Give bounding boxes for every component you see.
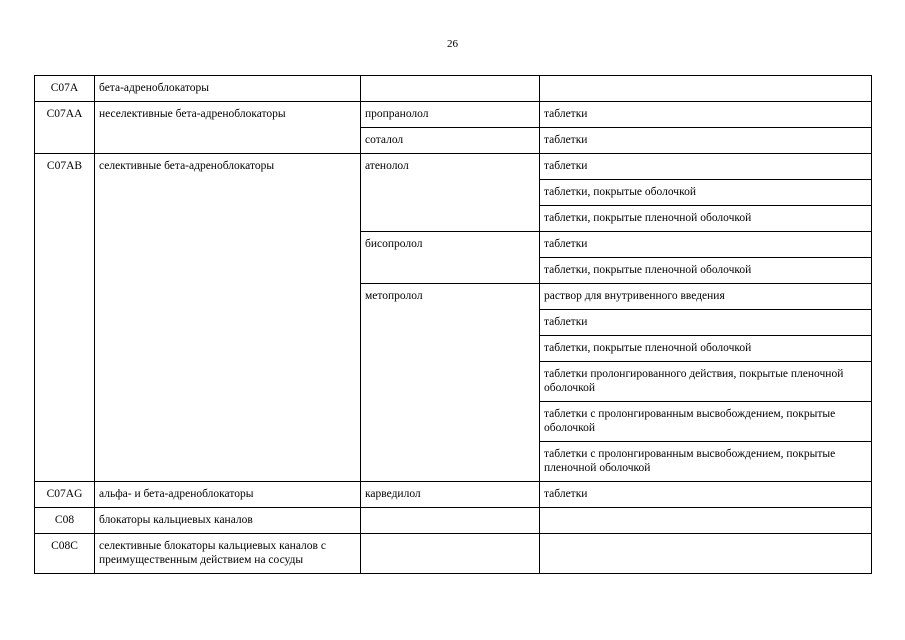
dosage-form-cell: таблетки — [540, 128, 872, 154]
drug-name-cell — [361, 508, 540, 534]
dosage-form-cell: таблетки, покрытые пленочной оболочкой — [540, 206, 872, 232]
dosage-form-cell: таблетки, покрытые пленочной оболочкой — [540, 336, 872, 362]
table-row — [35, 534, 872, 574]
dosage-form-cell: таблетки — [540, 154, 872, 180]
group-name-cell: селективные блокаторы кальциевых каналов с преимущественным действием на сосуды — [95, 534, 361, 574]
dosage-form-cell: раствор для внутривенного введения — [540, 284, 872, 310]
dosage-form-cell: таблетки пролонгированного действия, покрытые пленочной оболочкой — [540, 362, 872, 402]
atc-code-cell: C07AB — [35, 154, 95, 482]
dosage-form-cell: таблетки, покрытые пленочной оболочкой — [540, 258, 872, 284]
dosage-form-cell — [540, 76, 872, 102]
dosage-form-cell — [540, 508, 872, 534]
dosage-form-cell: таблетки — [540, 232, 872, 258]
atc-code-cell: C08 — [35, 508, 95, 534]
drug-name-cell: бисопролол — [361, 232, 540, 284]
drug-name-cell: метопролол — [361, 284, 540, 482]
dosage-form-cell: таблетки с пролонгированным высвобождением, покрытые оболочкой — [540, 402, 872, 442]
table-row — [35, 76, 872, 102]
atc-code-cell: C07AG — [35, 482, 95, 508]
dosage-form-cell: таблетки — [540, 310, 872, 336]
dosage-form-cell: таблетки — [540, 482, 872, 508]
atc-code-cell: C08C — [35, 534, 95, 574]
dosage-form-cell — [540, 534, 872, 574]
page-number: 26 — [447, 38, 458, 50]
dosage-form-cell: таблетки — [540, 102, 872, 128]
atc-code-cell: C07AA — [35, 102, 95, 154]
drug-name-cell: карведилол — [361, 482, 540, 508]
dosage-form-cell: таблетки, покрытые оболочкой — [540, 180, 872, 206]
atc-code-cell: C07A — [35, 76, 95, 102]
drug-name-cell — [361, 76, 540, 102]
table-row — [35, 508, 872, 534]
drug-name-cell: соталол — [361, 128, 540, 154]
drug-name-cell — [361, 534, 540, 574]
drug-name-cell: атенолол — [361, 154, 540, 232]
table-row — [35, 482, 872, 508]
drug-classification-table — [34, 75, 872, 574]
table-row — [35, 102, 872, 128]
dosage-form-cell: таблетки с пролонгированным высвобождением, покрытые пленочной оболочкой — [540, 442, 872, 482]
drug-name-cell: пропранолол — [361, 102, 540, 128]
group-name-cell: селективные бета-адреноблокаторы — [95, 154, 361, 482]
group-name-cell: блокаторы кальциевых каналов — [95, 508, 361, 534]
group-name-cell: неселективные бета-адреноблокаторы — [95, 102, 361, 154]
table-row — [35, 154, 872, 180]
group-name-cell: бета-адреноблокаторы — [95, 76, 361, 102]
group-name-cell: альфа- и бета-адреноблокаторы — [95, 482, 361, 508]
